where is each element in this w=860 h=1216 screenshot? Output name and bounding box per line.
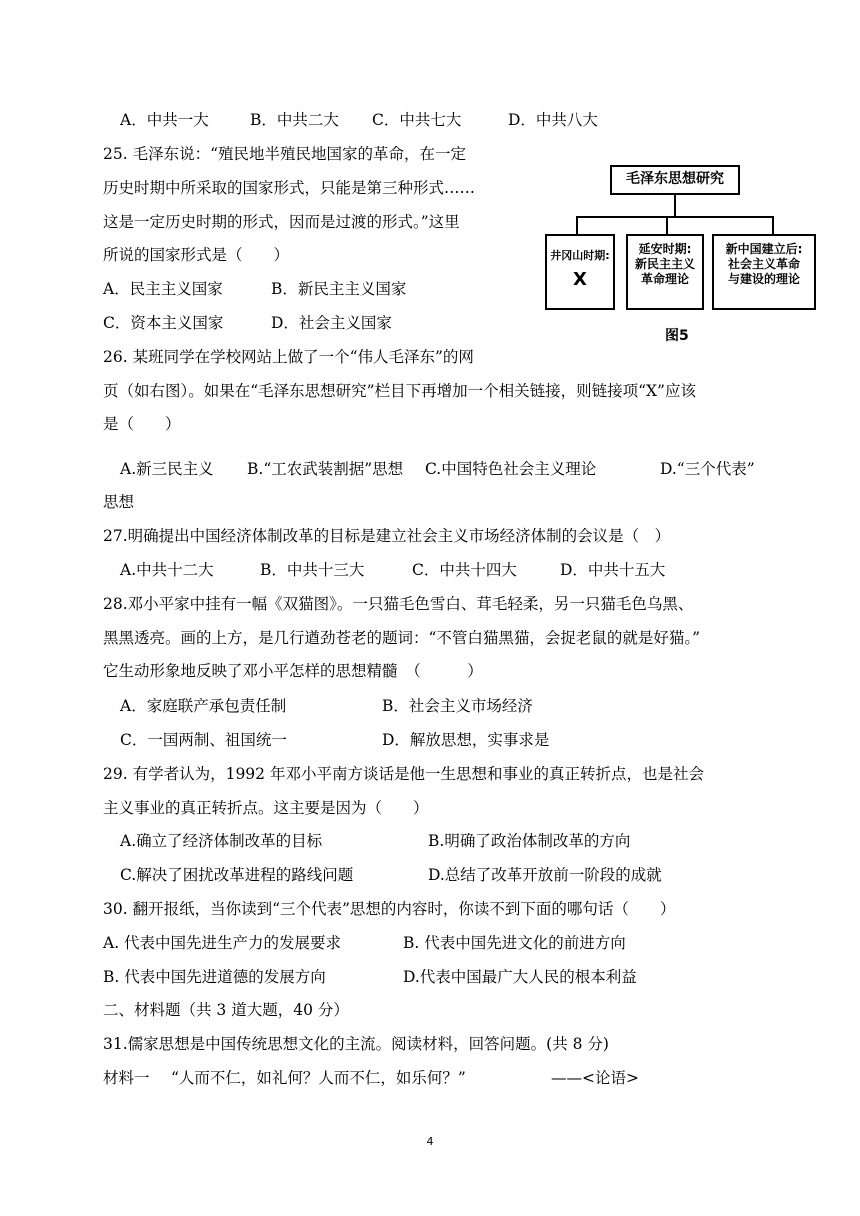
q28-line-3: 它生动形象地反映了邓小平怎样的思想精髓 （ ） [103, 662, 483, 680]
q27-option-b: B．中共十三大 [260, 561, 365, 579]
figure-connector-middle [666, 216, 668, 234]
figure-box3-line2: 社会主义革命 [727, 257, 800, 271]
figure-connector-horizontal [576, 216, 772, 218]
q31-material-text: “人而不仁，如礼何？人而不仁，如乐何？” [171, 1069, 466, 1087]
figure-box-jinggangshan [545, 234, 615, 310]
q31-line: 31.儒家思想是中国传统思想文化的主流。阅读材料，回答问题。(共 8 分) [103, 1035, 609, 1053]
q30-option-c: B. 代表中国先进道德的发展方向 [103, 968, 326, 986]
figure-box2-line2: 新民主主义 [634, 257, 695, 271]
figure-box1-line1: 井冈山时期: [550, 249, 610, 262]
section-2-heading: 二、材料题（共 3 道大题，40 分） [103, 1001, 349, 1019]
q29-option-d: D.总结了改革开放前一阶段的成就 [428, 866, 662, 884]
figure-box3-line3: 与建设的理论 [727, 272, 800, 286]
figure-connector-vertical [674, 195, 676, 217]
q25-option-d: D．社会主义国家 [271, 314, 392, 332]
figure-box2-line3: 革命理论 [640, 272, 689, 286]
figure-box2-line1: 延安时期: [638, 242, 692, 256]
q28-option-b: B．社会主义市场经济 [382, 697, 533, 715]
figure-top-box [610, 165, 740, 195]
q26-option-b: B.“工农武装割据”思想 [247, 460, 404, 478]
q25-line-4: 所说的国家形式是（ ） [103, 246, 290, 264]
q25-line-1: 25. 毛泽东说：“殖民地半殖民地国家的革命，在一定 [103, 145, 467, 163]
q26-option-d-wrap: 思想 [103, 493, 135, 511]
q24-option-d: D．中共八大 [508, 111, 598, 129]
figure-connector-left [576, 216, 578, 234]
q30-option-d: D.代表中国最广大人民的根本利益 [403, 968, 637, 986]
q28-option-c: C．一国两制、祖国统一 [120, 731, 287, 749]
q26-line-2: 页（如右图）。如果在“毛泽东思想研究”栏目下再增加一个相关链接，则链接项“X”应该 [103, 382, 696, 400]
q31-material-label: 材料一 [103, 1069, 150, 1087]
q29-option-a: A.确立了经济体制改革的目标 [120, 832, 323, 850]
q29-option-c: C.解决了困扰改革进程的路线问题 [120, 866, 354, 884]
q26-option-d: D.“三个代表” [660, 460, 755, 478]
q30-option-a: A. 代表中国先进生产力的发展要求 [103, 934, 342, 952]
q25-line-2: 历史时期中所采取的国家形式，只能是第三种形式…… [103, 179, 476, 197]
q27-option-c: C．中共十四大 [412, 561, 517, 579]
q24-option-c: C．中共七大 [372, 111, 462, 129]
figure-box-yanan [626, 234, 704, 310]
figure-box-new-china [712, 234, 816, 310]
q27-line: 27.明确提出中国经济体制改革的目标是建立社会主义市场经济体制的会议是（ ） [103, 527, 671, 545]
q26-line-1: 26. 某班同学在学校网站上做了一个“伟人毛泽东”的网 [103, 348, 474, 366]
q28-option-d: D．解放思想，实事求是 [382, 731, 550, 749]
figure-caption: 图5 [665, 328, 689, 344]
figure-5 [540, 160, 820, 350]
q25-line-3: 这是一定历史时期的形式，因而是过渡的形式。”这里 [103, 213, 460, 231]
figure-connector-right [772, 216, 774, 234]
q26-option-c: C.中国特色社会主义理论 [425, 460, 597, 478]
q29-line-1: 29. 有学者认为，1992 年邓小平南方谈话是他一生思想和事业的真正转折点，也是社会 [103, 765, 704, 783]
q26-line-3: 是（ ） [103, 415, 181, 433]
q25-option-c: C．资本主义国家 [103, 314, 224, 332]
q31-material-source: ——<论语> [551, 1069, 639, 1087]
q30-option-b: B. 代表中国先进文化的前进方向 [403, 934, 626, 952]
figure-box3-line1: 新中国建立后: [725, 242, 803, 256]
q29-line-2: 主义事业的真正转折点。这主要是因为（ ） [103, 799, 429, 817]
q29-option-b: B.明确了政治体制改革的方向 [428, 832, 631, 850]
q24-option-b: B．中共二大 [250, 111, 339, 129]
q28-line-1: 28.邓小平家中挂有一幅《双猫图》。一只猫毛色雪白、茸毛轻柔，另一只猫毛色乌黑、 [103, 595, 694, 613]
q25-option-a: A．民主主义国家 [103, 280, 223, 298]
figure-box1-x: X [573, 269, 587, 290]
q24-option-a: A．中共一大 [120, 111, 209, 129]
page-number: 4 [426, 1135, 434, 1148]
q27-option-d: D．中共十五大 [560, 561, 666, 579]
q25-option-b: B．新民主主义国家 [271, 280, 407, 298]
figure-top-box-label: 毛泽东思想研究 [626, 171, 724, 187]
q27-option-a: A.中共十二大 [120, 561, 214, 579]
q28-line-2: 黑黑透亮。画的上方，是几行遒劲苍老的题词：“不管白猫黑猫，会捉老鼠的就是好猫。” [103, 629, 701, 647]
q26-option-a: A.新三民主义 [120, 460, 214, 478]
q30-line: 30. 翻开报纸，当你读到“三个代表”思想的内容时，你读不到下面的哪句话（ ） [103, 900, 676, 918]
q28-option-a: A．家庭联产承包责任制 [120, 697, 287, 715]
